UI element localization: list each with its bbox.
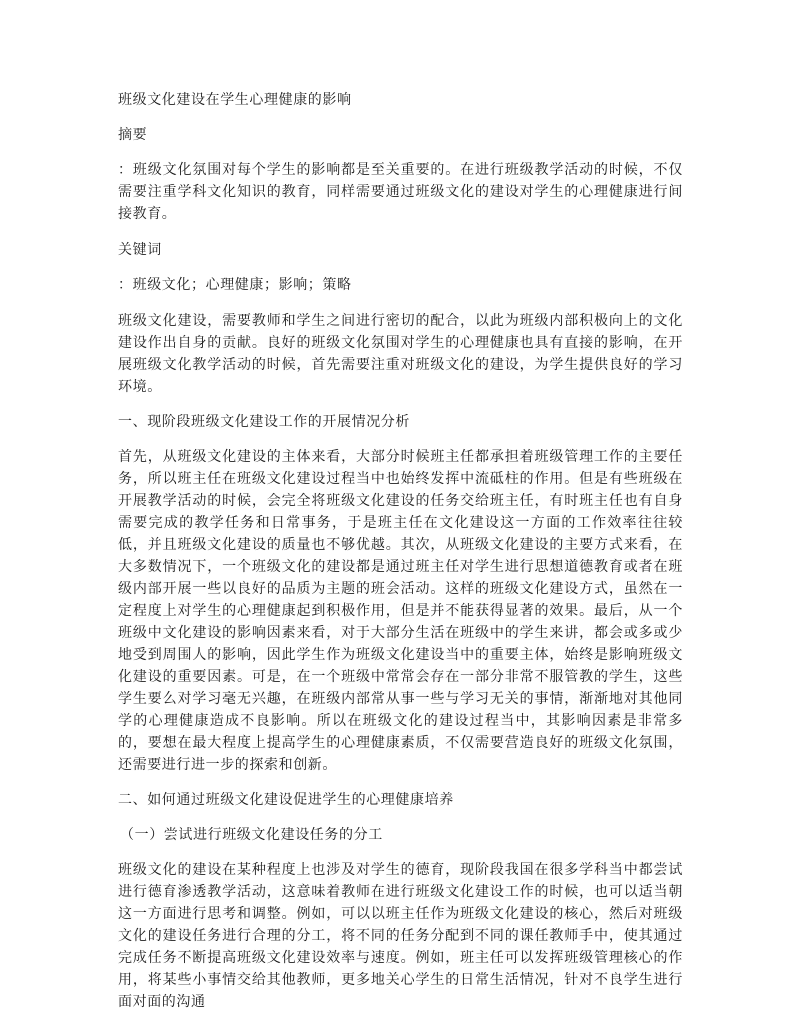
document-title: 班级文化建设在学生心理健康的影响 xyxy=(118,92,352,108)
subsection1-heading: （一）尝试进行班级文化建设任务的分工 xyxy=(120,827,383,843)
keywords-label: 关键词 xyxy=(118,242,162,258)
section1-heading: 一、现阶段班级文化建设工作的开展情况分析 xyxy=(118,414,410,430)
abstract-text: ：班级文化氛围对每个学生的影响都是至关重要的。在进行班级教学活动的时候，不仅需要注重学科文化知识的教育，同样需要通过班级文化的建设对学生的心理健康进行间接教育。 xyxy=(118,162,683,222)
subsection1-paragraph: 班级文化的建设在某种程度上也涉及对学生的德育，现阶段我国在很多学科当中都尝试进行德育渗透教学活动，这意味着教师在进行班级文化建设工作的时候，也可以适当朝这一方面进行思考和调整。例如，可以以班主任作为班级文化建设的核心，然后对班级文化的建设任务进行合理的分工，将不同的任务分配到不同的课任教师手中，使其通过完成任务不断提高班级文化建设效率与速度。例如，班主任可以发挥班级管理核心的作用，将某些小事情交给其他教师，更多地关心学生的日常生活情况，针对不良学生进行面对面的沟通 xyxy=(118,862,683,1010)
abstract-label: 摘要 xyxy=(118,127,148,143)
section1-paragraph: 首先，从班级文化建设的主体来看，大部分时候班主任都承担着班级管理工作的主要任务，所以班主任在班级文化建设过程当中也始终发挥中流砥柱的作用。但是有些班级在开展教学活动的时候，会完全将班级文化建设的任务交给班主任，有时班主任也有自身需要完成的教学任务和日常事务，于是班主任在文化建设这一方面的工作效率往往较低，并且班级文化建设的质量也不够优越。其次，从班级文化建设的主要方式来看，在大多数情况下，一个班级文化的建设都是通过班主任对学生进行思想道德教育或者在班级内部开展一些以良好的品质为主题的班会活动。这样的班级文化建设方式，虽然在一定程度上对学生的心理健康起到积极作用，但是并不能获得显著的效果。最后，从一个班级中文化建设的影响因素来看，对于大部分生活在班级中的学生来讲，都会或多或少地受到周围人的影响，因此学生作为班级文化建设当中的重要主体，始终是影响班级文化建设的重要因素。可是，在一个班级中常常会存在一部分非常不服管教的学生，这些学生要么对学习毫无兴趣，在班级内部常从事一些与学习无关的事情，渐渐地对其他同学的心理健康造成不良影响。所以在班级文化的建设过程当中，其影响因素是非常多的，要想在最大程度上提高学生的心理健康素质，不仅需要营造良好的班级文化氛围，还需要进行进一步的探索和创新。 xyxy=(118,449,683,773)
section2-heading: 二、如何通过班级文化建设促进学生的心理健康培养 xyxy=(118,792,454,808)
keywords-text: ：班级文化；心理健康；影响；策略 xyxy=(118,277,352,293)
document-page xyxy=(118,89,683,1026)
intro-paragraph: 班级文化建设，需要教师和学生之间进行密切的配合，以此为班级内部积极向上的文化建设作出自身的贡献。良好的班级文化氛围对学生的心理健康也具有直接的影响，在开展班级文化教学活动的时候，首先需要注重对班级文化的建设，为学生提供良好的学习环境。 xyxy=(118,313,683,395)
